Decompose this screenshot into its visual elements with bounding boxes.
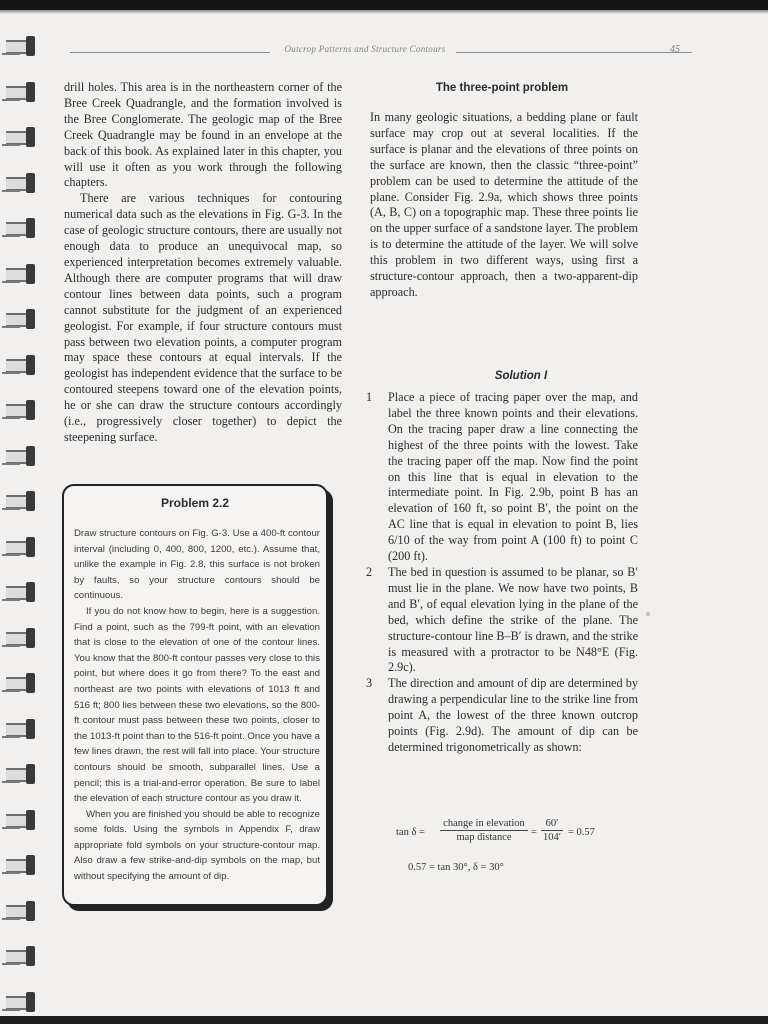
binding-ring — [2, 760, 38, 790]
fraction-numerator: change in elevation — [440, 818, 528, 831]
step-number: 3 — [366, 676, 373, 691]
equation-result: 0.57 = tan 30°, δ = 30° — [408, 862, 504, 873]
binding-ring — [2, 214, 38, 244]
problem-title: Problem 2.2 — [160, 496, 230, 510]
scan-speck — [646, 612, 650, 616]
binding-ring — [2, 169, 38, 199]
step-item — [366, 565, 638, 676]
binding-ring — [2, 624, 38, 654]
scan-bottom-edge — [0, 1016, 768, 1024]
problem-paragraph: Draw structure contours on Fig. G-3. Use a 400-ft contour interval (including 0, 400, 800, 1200, etc.). Assume that, unlike the example in Fig. 2.8, this surface is not broken by faults, so your structure contours should be continuous. — [74, 528, 320, 602]
spiral-binding — [0, 14, 40, 1024]
right-column — [366, 80, 638, 301]
scan-top-edge — [0, 0, 768, 10]
equation-fraction — [541, 818, 563, 843]
left-column — [64, 80, 342, 446]
binding-ring — [2, 32, 38, 62]
body-paragraph: There are various techniques for contouring numerical data such as the elevations in Fig. G-3. In the case of geologic structure contours, there are usually not enough data to produce an unequivocal map, so experienced interpretation becomes extremely valuable. Although there are computer programs that will draw contour lines between data points, such a program cannot substitute for the judgment of an experienced geologist. For example, if four structure contours must pass between two elevation points, a computer program may space these contours at equal intervals. If the geologist has independent evidence that the surface to be contoured steepens toward one of the elevation points, he or she can draw the structure contours accordingly (i.e., progressively closer together) to depict the steepening surface. — [64, 191, 342, 444]
equation-fraction — [440, 818, 528, 843]
step-number: 2 — [366, 564, 373, 579]
step-item — [366, 676, 638, 756]
binding-ring — [2, 988, 38, 1018]
problem-paragraph: When you are finished you should be able to recognize some folds. Using the symbols in Appendix F, draw appropriate fold symbols on your structure-contour map. Also draw a few strike-and-dip symbols on the map, but without specifying the amount of dip. — [74, 808, 320, 883]
binding-ring — [2, 305, 38, 335]
section-heading: The three-point problem — [435, 82, 569, 94]
solution-steps — [366, 390, 638, 756]
binding-ring — [2, 351, 38, 381]
section-intro: In many geologic situations, a bedding plane or fault surface may crop out at several localities. If the surface is planar and the elevations of three points on the surface are known, then the classic “three-point” problem can be used to determine the attitude of the plane. Consider Fig. 2.9a, which shows three points (A, B, C) on a topographic map. These three points lie on the upper surface of a sandstone layer. The problem is to determine the attitude of the layer. We will solve this problem in two different ways, using first a structure-contour approach, then a two-apparent-dip approach. — [370, 110, 638, 299]
body-paragraph: drill holes. This area is in the northeastern corner of the Bree Creek Quadrangle, and the formation involved is the Bree Conglomerate. The geologic map of the Bree Creek Quadrangle may be found in an envelope at the back of this book. As explained later in this chapter, you will use it often as you work through the following chapters. — [64, 80, 342, 190]
binding-ring — [2, 669, 38, 699]
binding-ring — [2, 806, 38, 836]
step-text: The direction and amount of dip are determined by drawing a perpendicular line to the strike line from point A, the lowest of the three known outcrop points (Fig. 2.9d). The amount of dip can be determined trigonometrically as shown: — [388, 676, 638, 754]
step-item — [366, 390, 638, 565]
binding-ring — [2, 897, 38, 927]
header-rule-left — [70, 52, 270, 53]
binding-ring — [2, 942, 38, 972]
binding-ring — [2, 260, 38, 290]
binding-ring — [2, 851, 38, 881]
binding-ring — [2, 442, 38, 472]
step-text: The bed in question is assumed to be planar, so B′ must lie in the plane. We now have two points, B and B′, of equal elevation lying in the plane of the bed, which define the strike of the plane. The structure-contour line B–B′ is drawn, and the strike is measured with a protractor to be N48°E (Fig. 2.9c). — [388, 564, 638, 675]
equation-lhs: tan δ = — [396, 827, 425, 838]
page-number: 45 — [670, 44, 680, 55]
fraction-denominator: map distance — [456, 832, 512, 843]
running-title: Outcrop Patterns and Structure Contours — [284, 44, 446, 54]
binding-ring — [2, 487, 38, 517]
problem-box — [62, 484, 328, 906]
step-number: 1 — [366, 390, 373, 404]
binding-ring — [2, 533, 38, 563]
binding-ring — [2, 715, 38, 745]
problem-paragraph: If you do not know how to begin, here is a suggestion. Find a point, such as the 799-ft point, with an elevation that is close to the elevation of one of the contour lines. You know that the 800-ft contour passes very close to this point, but where does it go from there? To the east and northeast are two points with elevations of 1013 ft and 516 ft; 800 lies between these two elevations, so the 800-ft contour must pass between these two points, closer to the 1013-ft point than to the 516-ft point. Once you have a few lines drawn, the rest will fall into place. Your structure contours should be smooth, subparallel lines. Use a pencil; this is a trial-and-error operation. Be sure to label the elevation of each structure contour as you draw it. — [74, 605, 320, 805]
binding-ring — [2, 578, 38, 608]
equation-equals: = — [531, 827, 537, 838]
fraction-numerator: 60′ — [541, 818, 563, 831]
solution-heading: Solution I — [494, 369, 548, 382]
fraction-denominator: 104′ — [542, 832, 562, 843]
page-header — [70, 44, 690, 64]
binding-ring — [2, 123, 38, 153]
binding-ring — [2, 78, 38, 108]
binding-ring — [2, 396, 38, 426]
scan-top-shadow — [0, 10, 768, 14]
equation-rhs: = 0.57 — [568, 827, 595, 838]
step-text: Place a piece of tracing paper over the map, and label the three known points and their elevations. On the tracing paper draw a line connecting the highest of the three points with the lowest. Take the tracing paper off the map. Now find the point on this line that is equal in elevation to the intermediate point. In Fig. 2.9b, point B has an elevation of 160 ft, so point B′, the point on the AC line that is equal in elevation to point B, lies 6/10 of the way from point A (100 ft) to point C (200 ft). — [388, 390, 638, 564]
problem-body — [74, 526, 320, 885]
